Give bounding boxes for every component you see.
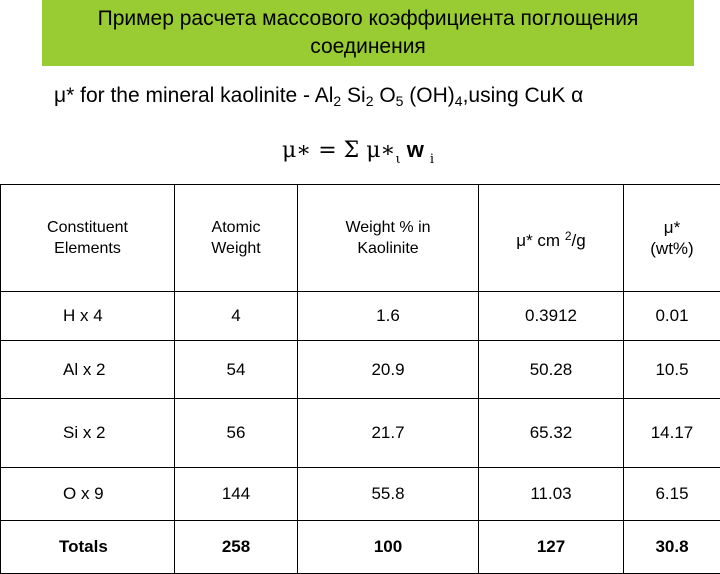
- table-row: [1, 341, 720, 399]
- cell-mu: 65.32: [479, 399, 624, 468]
- totals-row: [1, 521, 720, 574]
- table-row: [1, 468, 720, 521]
- cell-mu-wt: 10.5: [624, 341, 720, 399]
- al-subscript: 2: [333, 93, 341, 109]
- header-mu-wt-line1: μ*: [624, 217, 720, 238]
- title-line-2: соединения: [42, 33, 694, 61]
- subtitle: [54, 84, 583, 109]
- header-atomic-weight: [175, 185, 298, 292]
- cell-atomic-weight: 54: [175, 341, 298, 399]
- subtitle-oh: (OH): [403, 84, 454, 107]
- oh-subscript: 4: [455, 93, 463, 109]
- cell-mu: 11.03: [479, 468, 624, 521]
- title-banner: [42, 0, 694, 66]
- header-weight-line2: Kaolinite: [298, 238, 478, 259]
- cell-atomic-weight: 144: [175, 468, 298, 521]
- formula-sub-i2: i: [430, 152, 434, 167]
- cell-mu-wt: 14.17: [624, 399, 720, 468]
- cell-weight-percent: 55.8: [298, 468, 479, 521]
- header-mu-main: μ* cm: [516, 231, 565, 250]
- cell-element: Si x 2: [1, 399, 175, 468]
- cell-element: O x 9: [1, 468, 175, 521]
- cell-weight-percent: 20.9: [298, 341, 479, 399]
- header-mu-wt-line2: (wt%): [624, 238, 720, 259]
- header-mu-cm2g: [479, 185, 624, 292]
- formula: [282, 137, 434, 167]
- table-row: [1, 292, 720, 341]
- si-subscript: 2: [366, 93, 374, 109]
- title-line-1: Пример расчета массового коэффициента поглощения: [42, 5, 694, 33]
- table-row: [1, 399, 720, 468]
- cell-element: H x 4: [1, 292, 175, 341]
- totals-weight-percent: 100: [298, 521, 479, 574]
- cell-weight-percent: 1.6: [298, 292, 479, 341]
- header-constituent-line1: Constituent: [1, 217, 174, 238]
- header-atomic-line1: Atomic: [175, 217, 297, 238]
- cell-mu: 50.28: [479, 341, 624, 399]
- totals-mu-wt: 30.8: [624, 521, 720, 574]
- header-mu-wt: [624, 185, 720, 292]
- k-alpha: K α: [551, 84, 583, 107]
- subtitle-prefix: μ* for the mineral kaolinite - Al: [54, 84, 333, 107]
- cell-atomic-weight: 4: [175, 292, 298, 341]
- totals-atomic-weight: 258: [175, 521, 298, 574]
- cell-mu: 0.3912: [479, 292, 624, 341]
- header-mu-sup: 2: [565, 229, 572, 243]
- o-subscript: 5: [396, 93, 404, 109]
- cell-weight-percent: 21.7: [298, 399, 479, 468]
- formula-lhs: μ∗ = Σ μ∗: [282, 138, 395, 163]
- cell-atomic-weight: 56: [175, 399, 298, 468]
- subtitle-si: Si: [341, 84, 366, 107]
- subtitle-o: O: [374, 84, 396, 107]
- cell-element: Al x 2: [1, 341, 175, 399]
- data-table: [0, 184, 720, 574]
- header-atomic-line2: Weight: [175, 238, 297, 259]
- formula-w: w: [401, 137, 424, 162]
- totals-label: Totals: [1, 521, 175, 574]
- header-weight-line1: Weight % in: [298, 217, 478, 238]
- table-header-row: [1, 185, 720, 292]
- header-mu-tail: /g: [572, 231, 586, 250]
- header-constituent: [1, 185, 175, 292]
- header-constituent-line2: Elements: [1, 238, 174, 259]
- cell-mu-wt: 0.01: [624, 292, 720, 341]
- formula-sub-i: ι: [395, 152, 400, 167]
- totals-mu: 127: [479, 521, 624, 574]
- cell-mu-wt: 6.15: [624, 468, 720, 521]
- subtitle-suffix: ,using Cu: [463, 84, 552, 107]
- header-weight-percent: [298, 185, 479, 292]
